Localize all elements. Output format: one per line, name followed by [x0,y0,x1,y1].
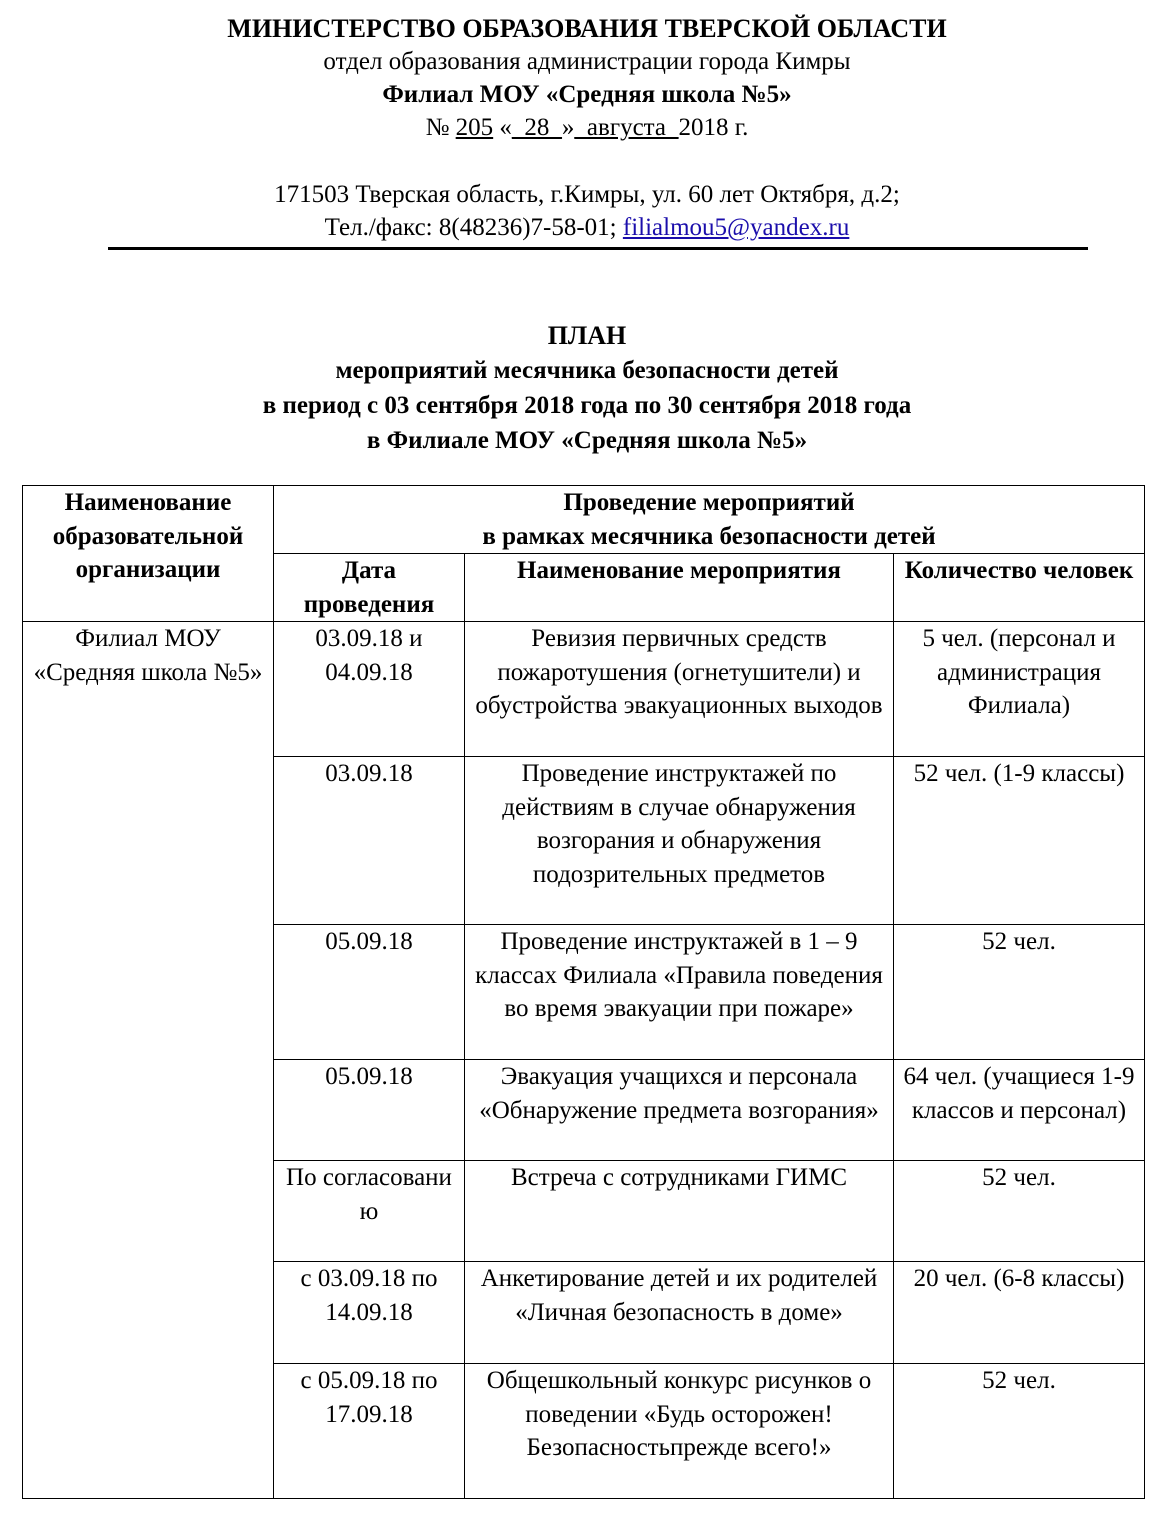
title-subject: мероприятий месячника безопасности детей [335,357,839,384]
event-column-header: Наименование мероприятия [465,554,894,622]
event-cell: Встреча с сотрудниками ГИМС [465,1161,894,1262]
title-plan: ПЛАН [547,321,627,350]
count-cell: 52 чел. [894,1161,1145,1262]
org-column-header: Наименование образовательной организации [23,486,274,622]
date-cell: 05.09.18 [274,925,465,1060]
document-number: 205 [455,114,494,141]
count-cell: 52 чел. [894,925,1145,1060]
count-cell: 52 чел. (1-9 классы) [894,757,1145,925]
address: 171503 Тверская область, г.Кимры, ул. 60 лет Октября, д.2; [274,181,900,208]
date-open: « [493,114,512,141]
date-cell: По согласованию [274,1161,465,1262]
table-row [23,622,1145,757]
department-name: отдел образования администрации города Кимры [323,48,851,75]
count-cell: 20 чел. (6-8 классы) [894,1262,1145,1364]
date-close: » [561,114,575,141]
event-cell: Проведение инструктажей в 1 – 9 классах Филиала «Правила поведения во время эвакуации при пожаре» [465,925,894,1060]
date-cell: с 05.09.18 по 17.09.18 [274,1364,465,1499]
letterhead [0,12,1174,244]
contact-line [0,211,1174,244]
document-number-line [0,111,1174,144]
events-group-header [274,486,1145,554]
title-period: в период с 03 сентября 2018 года по 30 сентября 2018 года [262,392,912,419]
date-cell: 03.09.18 [274,757,465,925]
event-cell: Эвакуация учащихся и персонала «Обнаружение предмета возгорания» [465,1060,894,1161]
title-organization: в Филиале МОУ «Средняя школа №5» [366,427,808,454]
date-cell: 05.09.18 [274,1060,465,1161]
ministry-name: МИНИСТЕРСТВО ОБРАЗОВАНИЯ ТВЕРСКОЙ ОБЛАСТИ [227,14,947,43]
date-cell: с 03.09.18 по 14.09.18 [274,1262,465,1364]
organization-cell: Филиал МОУ «Средняя школа №5» [23,622,274,1499]
event-cell: Анкетирование детей и их родителей «Личная безопасность в доме» [465,1262,894,1364]
group-header-line2: в рамках месячника безопасности детей [482,522,936,550]
document-month: _августа_ [574,114,679,141]
count-cell: 5 чел. (персонал и администрация Филиала) [894,622,1145,757]
date-cell: 03.09.18 и 04.09.18 [274,622,465,757]
number-prefix: № [425,114,456,141]
header-divider [108,247,1088,250]
count-cell: 52 чел. [894,1364,1145,1499]
phone: Тел./факс: 8(48236)7-58-01; [324,214,623,241]
count-cell: 64 чел. (учащиеся 1-9 классов и персонал) [894,1060,1145,1161]
event-cell: Проведение инструктажей по действиям в случае обнаружения возгорания и обнаружения подозрительных предметов [465,757,894,925]
group-header-line1: Проведение мероприятий [563,489,855,516]
event-cell: Ревизия первичных средств пожаротушения (огнетушители) и обустройства эвакуационных выходов [465,622,894,757]
branch-name: Филиал МОУ «Средняя школа №5» [382,81,792,108]
event-cell: Общешкольный конкурс рисунков о поведении «Будь осторожен! Безопасностьпрежде всего!» [465,1364,894,1499]
document-year: 2018 г. [678,114,749,141]
events-plan-table [22,485,1145,1499]
table-header-row [23,486,1145,554]
email-link[interactable]: filialmou5@yandex.ru [622,214,850,241]
date-column-header: Дата проведения [274,554,465,622]
document-title [0,318,1174,458]
count-column-header: Количество человек [894,554,1145,622]
document-day: _28_ [511,114,562,141]
